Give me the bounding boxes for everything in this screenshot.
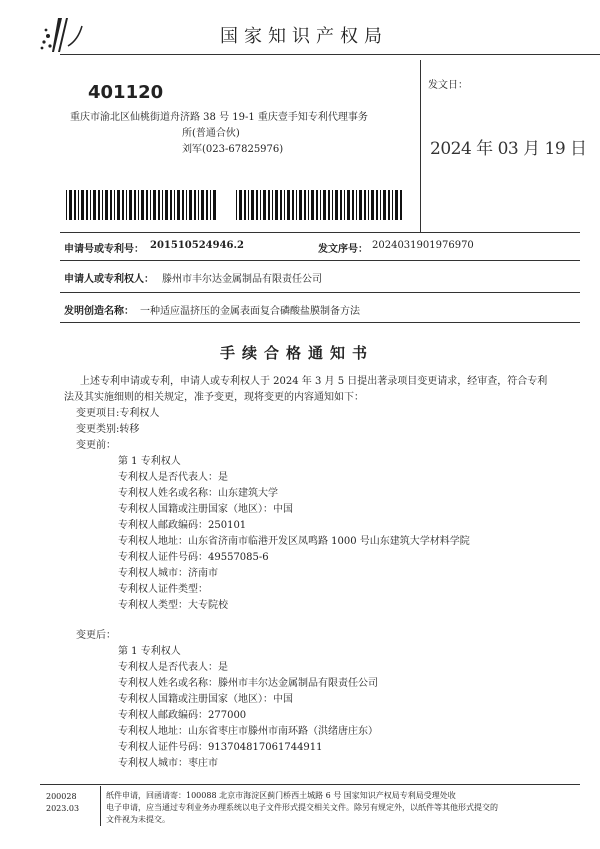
before-label: 变更前： xyxy=(76,440,116,451)
rule-after-appno xyxy=(60,260,580,261)
intro-line-1: 上述专利申请或专利，申请人或专利权人于 2024 年 3 月 5 日提出著录项目变更请求，经审查，符合专利 xyxy=(80,376,548,387)
before-address: 专利权人地址：山东省济南市临港开发区凤鸣路 1000 号山东建筑大学材料学院 xyxy=(118,536,470,547)
postcode: 401120 xyxy=(88,82,164,103)
footer-rule xyxy=(40,784,580,785)
top-divider xyxy=(420,60,421,232)
before-postcode: 专利权人邮政编码：250101 xyxy=(118,520,247,531)
after-holder: 第 1 专利权人 xyxy=(118,646,181,657)
before-nationality: 专利权人国籍或注册国家（地区）：中国 xyxy=(118,504,293,515)
dispatch-date-stamp: 2024 年 03 月 19 日 xyxy=(430,139,587,159)
applicant-value: 滕州市丰尔达金属制品有限责任公司 xyxy=(162,274,322,285)
before-id-no: 专利权人证件号码：49557085-6 xyxy=(118,552,269,563)
change-item: 变更项目:专利权人 xyxy=(76,408,160,419)
barcode-right xyxy=(236,190,406,220)
doc-serial-label: 发文序号： xyxy=(318,244,368,255)
before-name: 专利权人姓名或名称：山东建筑大学 xyxy=(118,488,278,499)
app-no-value: 201510524946.2 xyxy=(150,240,244,251)
barcode-left xyxy=(66,190,221,220)
address-line-1: 重庆市渝北区仙桃街道舟济路 38 号 19-1 重庆壹手知专利代理事务 xyxy=(70,112,368,123)
doc-serial-value: 2024031901976970 xyxy=(372,240,474,251)
header-rule xyxy=(60,54,600,55)
app-no-label: 申请号或专利号： xyxy=(64,244,144,255)
intro-line-2: 法及其实施细则的相关规定，准予变更，现将变更的内容通知如下： xyxy=(64,392,364,403)
footer-divider xyxy=(100,786,101,826)
after-address: 专利权人地址：山东省枣庄市滕州市南环路（洪绪唐庄东） xyxy=(118,726,378,737)
invention-value: 一种适应温挤压的金属表面复合磷酸盐膜制备方法 xyxy=(140,306,360,317)
after-postcode: 专利权人邮政编码：277000 xyxy=(118,710,247,721)
notice-title: 手续合格通知书 xyxy=(220,344,375,362)
emblem xyxy=(38,16,84,54)
after-rep: 专利权人是否代表人：是 xyxy=(118,662,228,673)
before-id-type: 专利权人证件类型： xyxy=(118,584,208,595)
applicant-label: 申请人或专利权人： xyxy=(64,274,154,285)
before-rep: 专利权人是否代表人：是 xyxy=(118,472,228,483)
form-date: 2023.03 xyxy=(46,804,80,813)
office-name: 国家知识产权局 xyxy=(220,26,388,47)
after-city: 专利权人城市：枣庄市 xyxy=(118,758,218,769)
after-name: 专利权人姓名或名称：滕州市丰尔达金属制品有限责任公司 xyxy=(118,678,378,689)
after-nationality: 专利权人国籍或注册国家（地区）：中国 xyxy=(118,694,293,705)
after-id-no: 专利权人证件号码：913704817061744911 xyxy=(118,742,323,753)
rule-top-fields xyxy=(60,232,580,233)
contact: 刘军(023-67825976) xyxy=(182,144,284,155)
invention-label: 发明创造名称： xyxy=(64,306,134,317)
footer-line-1: 纸件申请，回函请寄：100088 北京市海淀区蓟门桥西土城路 6 号 国家知识产权局专利局受理处收 xyxy=(106,791,456,800)
address-line-2: 所(普通合伙) xyxy=(182,128,240,139)
rule-after-applicant xyxy=(60,292,580,293)
before-category: 专利权人类型：大专院校 xyxy=(118,600,228,611)
form-code: 200028 xyxy=(46,792,77,801)
before-holder: 第 1 专利权人 xyxy=(118,456,181,467)
dispatch-label: 发文日： xyxy=(428,80,468,91)
footer-line-3: 文件视为未提交。 xyxy=(106,815,170,824)
before-city: 专利权人城市：济南市 xyxy=(118,568,218,579)
cnipa-emblem-icon xyxy=(38,16,84,54)
rule-after-invention xyxy=(60,322,580,323)
after-label: 变更后： xyxy=(76,630,116,641)
footer-line-2: 电子申请，应当通过专利业务办理系统以电子文件形式提交相关文件。除另有规定外，以纸件等其他形式提交的 xyxy=(106,803,498,812)
change-type: 变更类别:转移 xyxy=(76,424,140,435)
